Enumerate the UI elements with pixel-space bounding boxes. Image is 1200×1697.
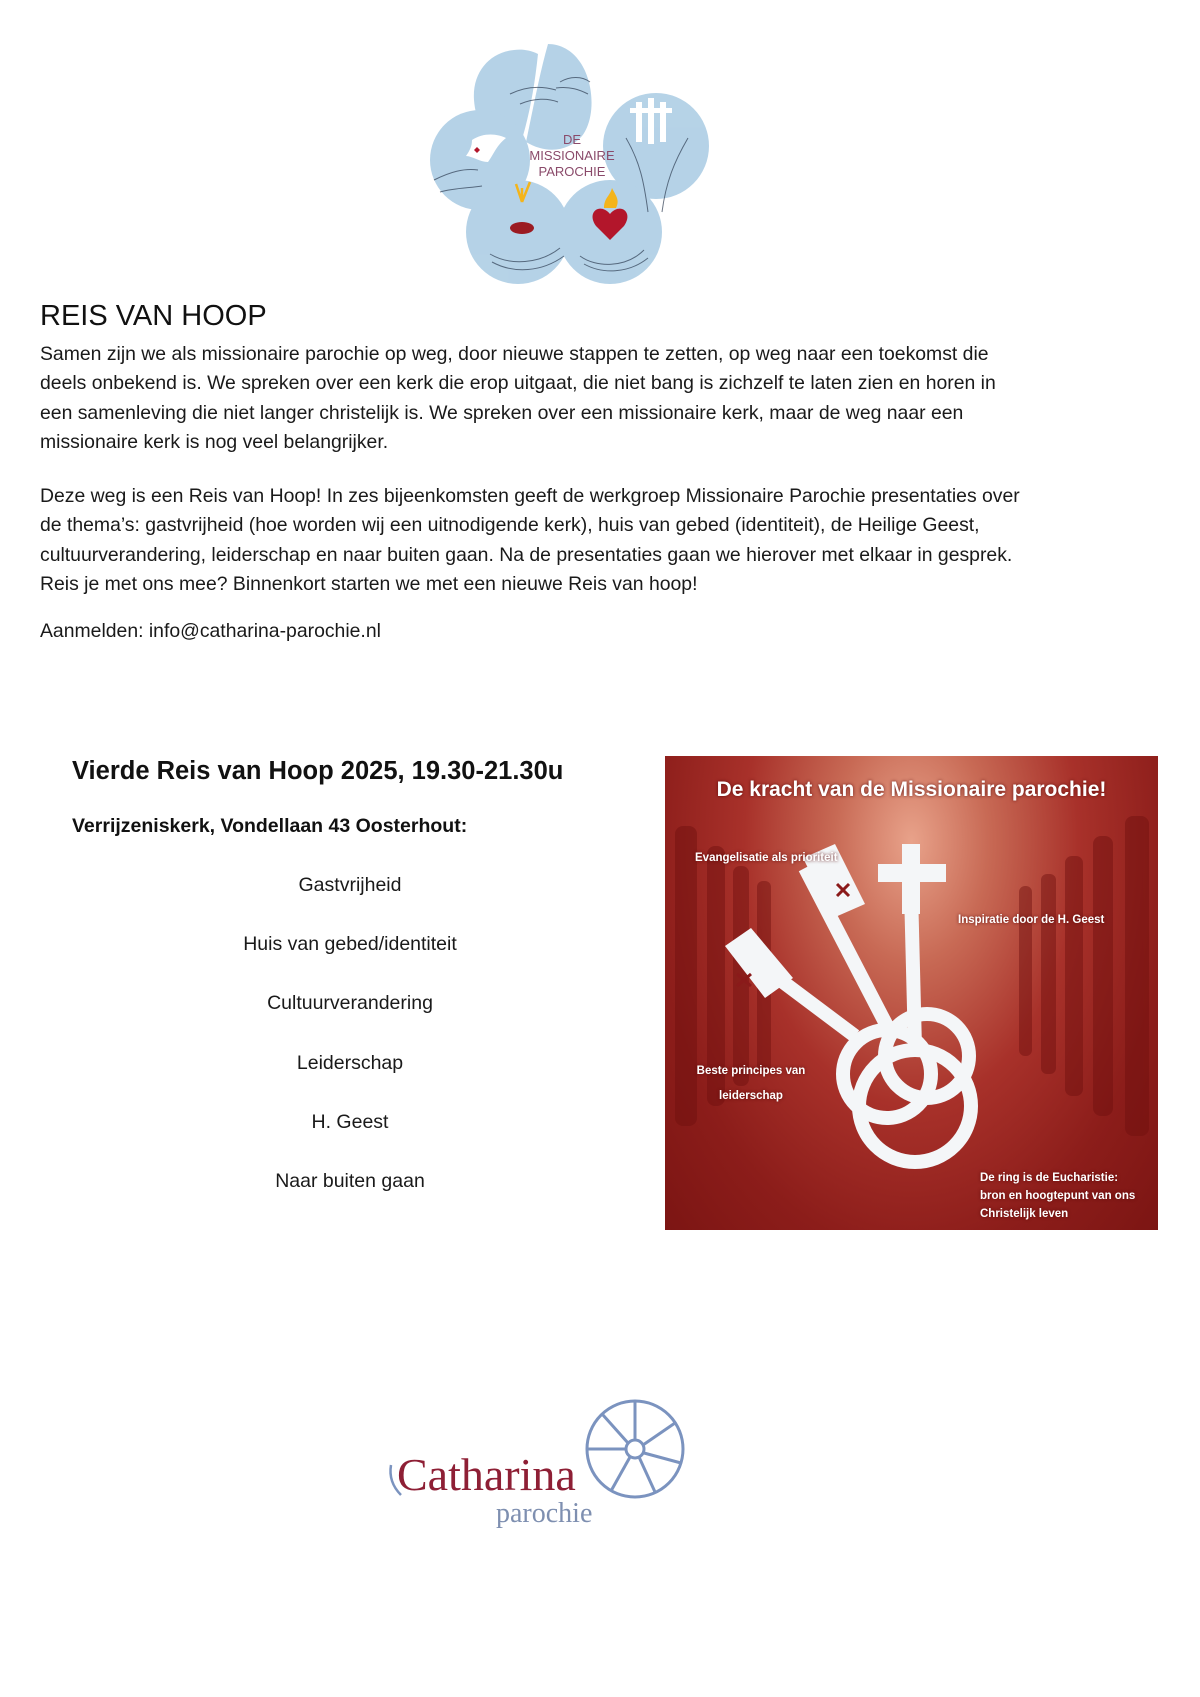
paragraph-2-line: de thema’s: gastvrijheid (hoe worden wij een uitnodigende kerk), huis van gebed (identiteit), de Heilige Geest,	[40, 514, 980, 537]
event-location: Verrijzeniskerk, Vondellaan 43 Oosterhout:	[72, 815, 468, 837]
missionaire-parochie-logo-icon	[430, 42, 714, 286]
intro-paragraph-2	[40, 482, 1170, 599]
theme-list	[150, 872, 550, 1227]
catharina-parochie-logo	[383, 1395, 701, 1530]
poster-ring-line: bron en hoogtepunt van ons	[980, 1190, 1136, 1202]
poster-label-ring	[980, 1169, 1155, 1223]
poster-label-leadership: Beste principes van leiderschap	[696, 1065, 806, 1102]
missionaire-parochie-logo	[430, 42, 714, 286]
paragraph-2-line: cultuurverandering, leiderschap en naar buiten gaan. Na de presentaties gaan we hierover met elkaar in gesprek.	[40, 543, 1013, 566]
page-title: REIS VAN HOOP	[40, 300, 267, 332]
poster-label-evangelisation: Evangelisatie als prioriteit	[695, 852, 838, 864]
paragraph-1-line: een samenleving die niet langer christelijk is. We spreken over een missionaire kerk, maar de weg naar een	[40, 401, 964, 424]
theme-item: Cultuurverandering	[267, 992, 433, 1015]
theme-item: Leiderschap	[296, 1051, 404, 1074]
theme-item: Naar buiten gaan	[275, 1169, 425, 1192]
catharina-name: Catharina	[397, 1449, 576, 1500]
signup-label: Aanmelden:	[40, 620, 149, 642]
theme-item: Gastvrijheid	[298, 874, 402, 896]
logo-text-line-1: DE	[562, 132, 582, 147]
intro-paragraph-1	[40, 340, 1170, 457]
paragraph-2-line: Reis je met ons mee? Binnenkort starten we met een nieuwe Reis van hoop!	[40, 572, 698, 595]
logo-text-line-2: MISSIONAIRE	[529, 148, 615, 163]
paragraph-2-line: Deze weg is een Reis van Hoop! In zes bijeenkomsten geeft de werkgroep Missionaire Parochie presentaties over	[40, 485, 1020, 507]
three-keys-illustration-icon	[665, 756, 1158, 1230]
paragraph-1-line: missionaire kerk is nog veel belangrijker.	[40, 430, 389, 453]
signup-line	[40, 617, 1170, 646]
poster-ring-line: Christelijk leven	[980, 1208, 1069, 1220]
paragraph-1-line: Samen zijn we als missionaire parochie op weg, door nieuwe stappen te zetten, op weg naar een toekomst die	[40, 343, 989, 365]
poster-label-spirit: Inspiratie door de H. Geest	[958, 914, 1105, 926]
theme-item: H. Geest	[311, 1110, 389, 1133]
signup-email-link[interactable]: info@catharina-parochie.nl	[148, 620, 381, 642]
theme-item: Huis van gebed/identiteit	[243, 933, 457, 956]
poster-title: De kracht van de Missionaire parochie!	[716, 778, 1107, 801]
event-title: Vierde Reis van Hoop 2025, 19.30-21.30u	[72, 757, 564, 785]
logo-text-line-3: PAROCHIE	[538, 164, 606, 179]
poster-image	[665, 756, 1158, 1230]
paragraph-1-line: deels onbekend is. We spreken over een kerk die erop uitgaat, die niet bang is zichzelf te laten zien en horen in	[40, 372, 996, 395]
catharina-subtitle: parochie	[496, 1498, 593, 1529]
poster-ring-line: De ring is de Eucharistie:	[980, 1172, 1119, 1184]
